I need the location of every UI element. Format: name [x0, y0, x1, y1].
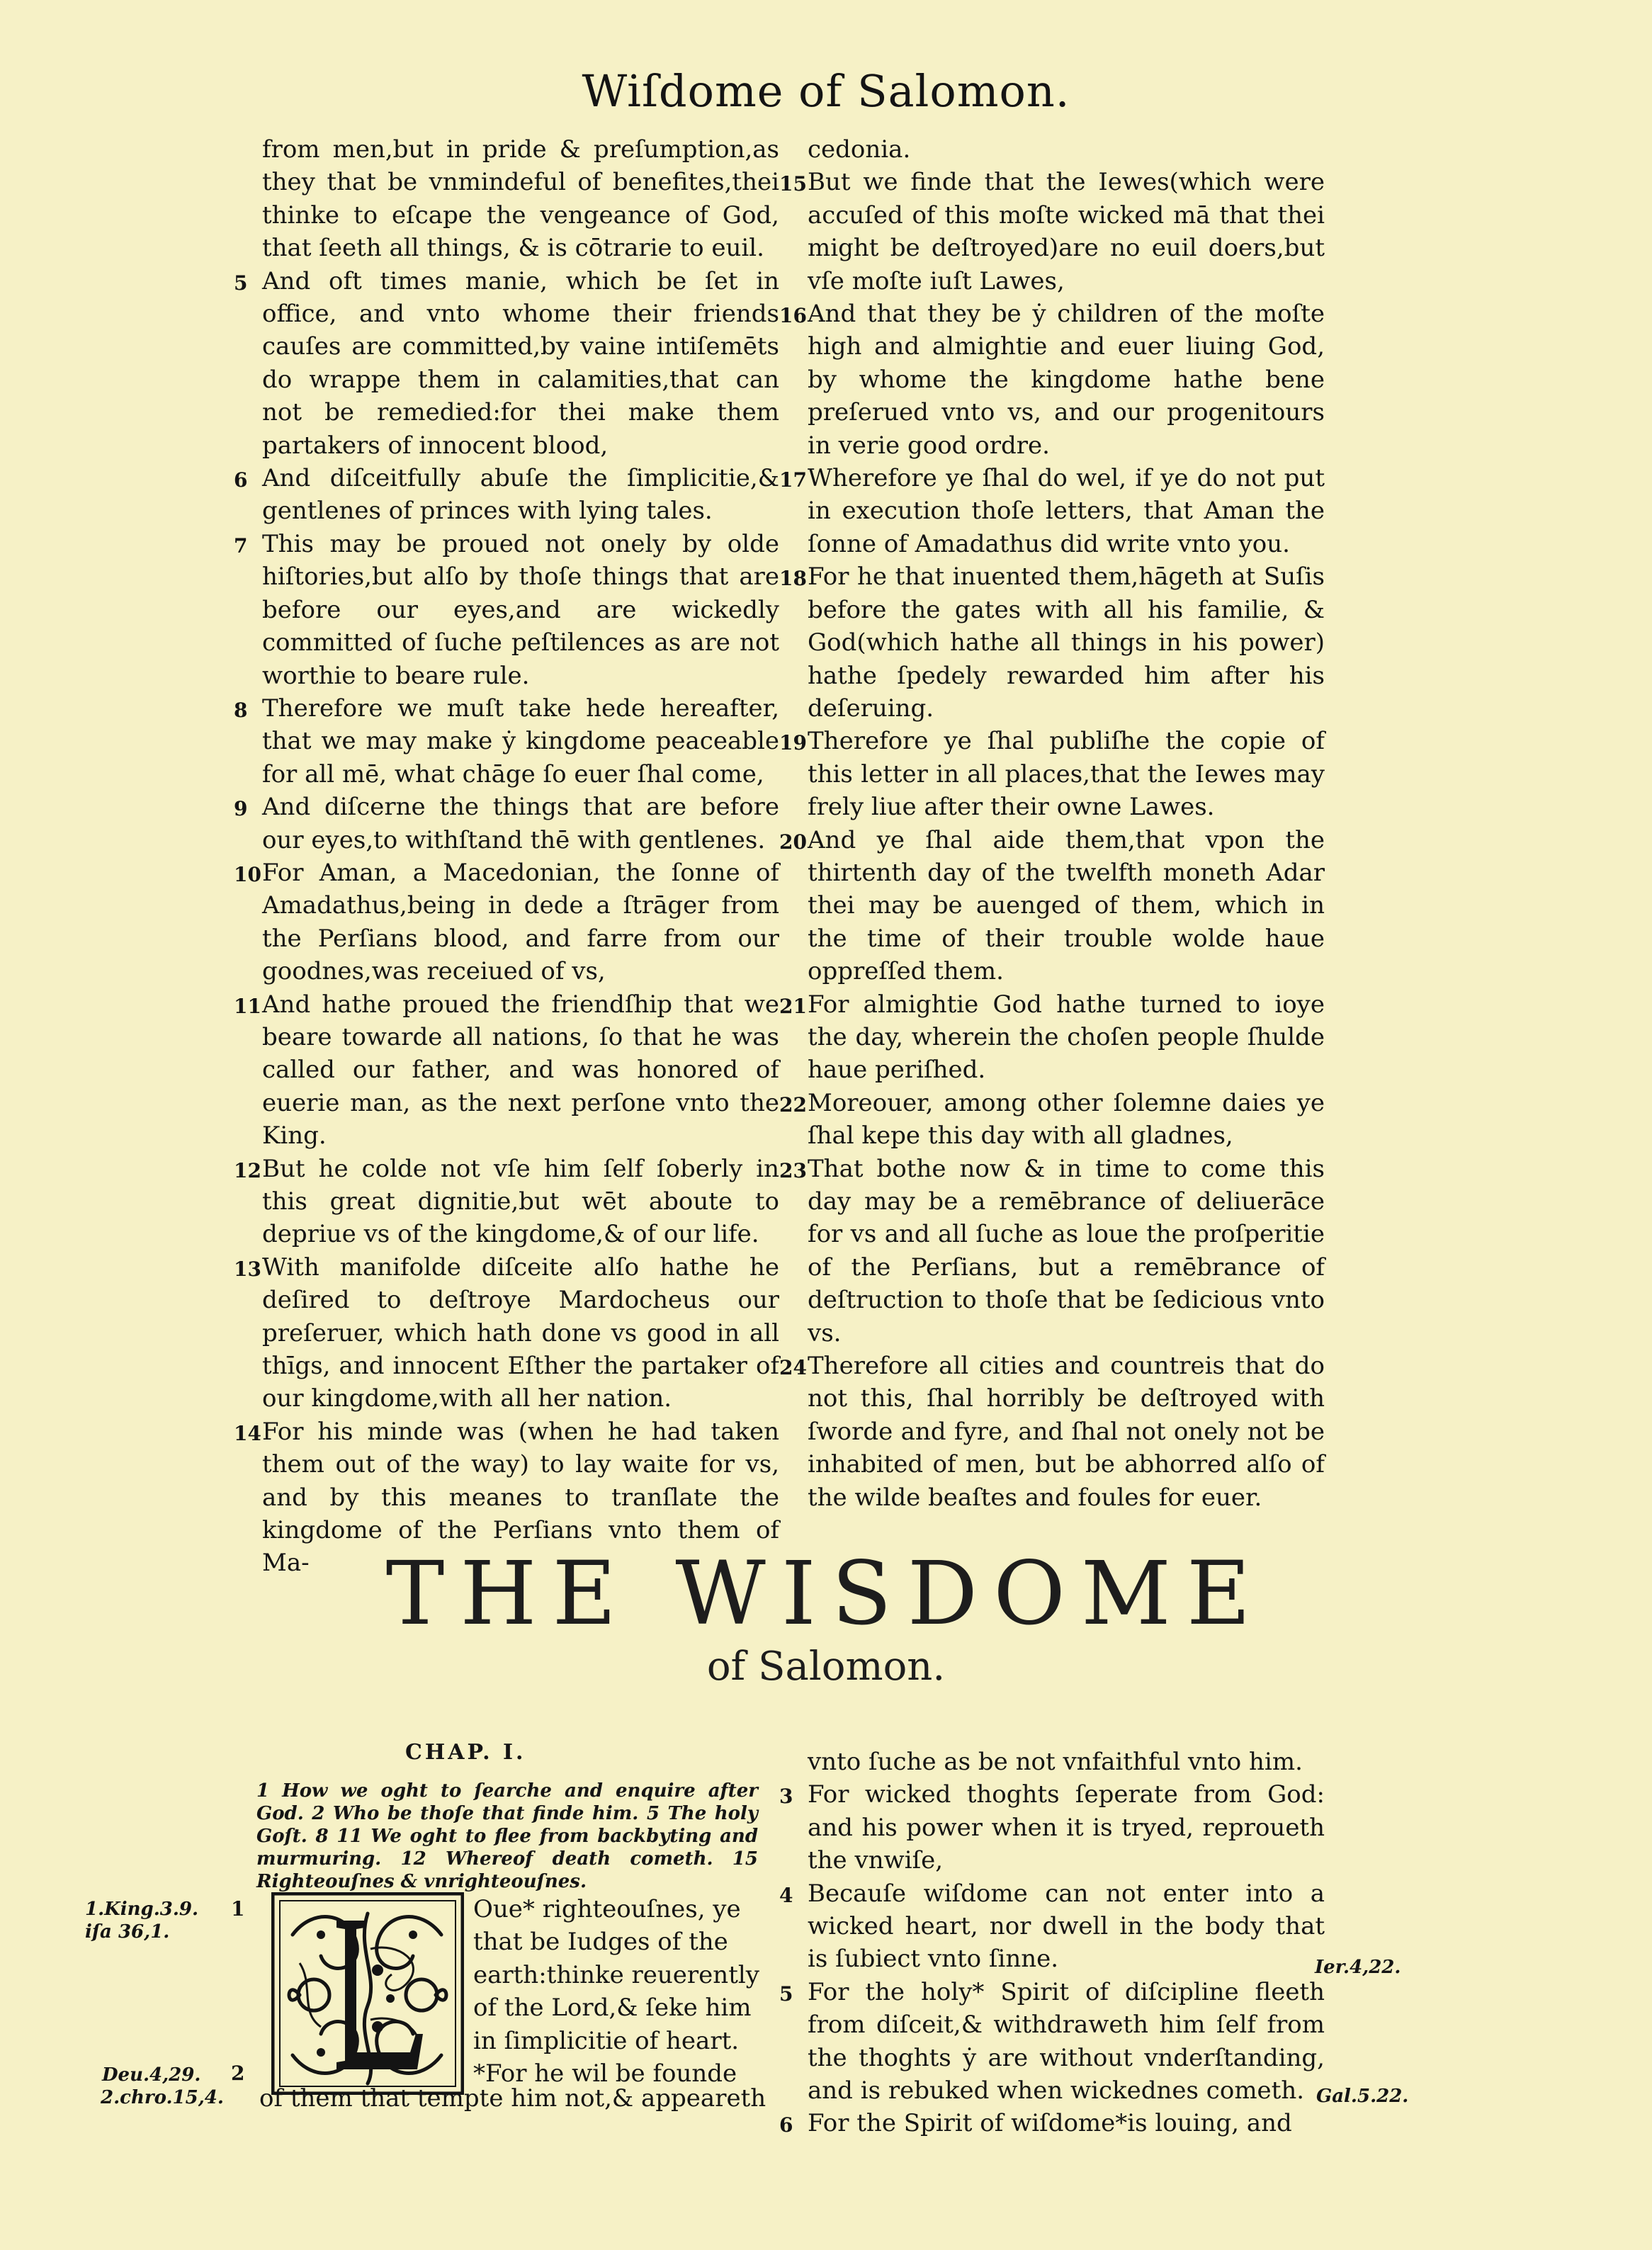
- verse-text: And diſcerne the things that are before our eyes,to withſtand thē with gentlenes.: [262, 793, 779, 854]
- verse-number: 11: [234, 994, 261, 1018]
- verse-text: That bothe now & in time to come this day may be a remēbrance of deliuerāce for vs and all ſuche as loue the proſperitie of the Perſians, but a remēbrance of deſtruction to thoſe that be ſedicious vnto vs.: [808, 1154, 1325, 1347]
- verse-1-line: that be Iudges of the: [473, 1928, 728, 1957]
- verse-text: Therefore ye ſhal publiſhe the copie of this letter in all places,that the Iewes may frely liue after their owne Lawes.: [808, 727, 1325, 822]
- verse-1-line: of the Lord,& ſeke him: [473, 1994, 752, 2023]
- verse: [234, 791, 779, 857]
- verse-text: And ye ſhal aide them,that vpon the thirtenth day of the twelfth moneth Adar thei may be auenged of them, which in the time of their trouble wolde haue oppreſſed them.: [808, 825, 1325, 986]
- verse-text: cedonia.: [808, 135, 911, 164]
- margin-note-ier: Ier.4,22.: [1315, 1957, 1401, 1978]
- verse: [234, 857, 779, 988]
- verse-number-1: 1: [231, 1897, 245, 1921]
- decorated-initial-letter: [271, 1892, 464, 2095]
- verse-number: 6: [234, 468, 248, 492]
- verse: [234, 528, 779, 692]
- verse: [234, 133, 779, 265]
- verse: [779, 988, 1325, 1087]
- chapter-label: CHAP. I.: [405, 1740, 526, 1765]
- verse-text: For his minde was (when he had taken them out of the way) to lay waite for vs, and by this meanes to tranſlate the kingdome of the Perſians vnto them of Ma-: [262, 1417, 779, 1578]
- verse-text: And hathe proued the friendſhip that we beare towarde all nations, ſo that he was called our father, and was honored of euerie man, as the next perſone vnto the King.: [262, 990, 779, 1151]
- verse-number: 5: [779, 1982, 793, 2006]
- verse-number: 20: [779, 830, 807, 854]
- verse: [779, 1778, 1325, 1877]
- verse-text: For wicked thoghts ſeperate from God: and his power when it is tryed, reproueth the vnwiſe,: [808, 1780, 1325, 1875]
- verse-text: But he colde not vſe him ſelf ſoberly in this great dignitie,but wēt aboute to depriue vs of the kingdome,& of our life.: [262, 1154, 779, 1249]
- margin-note-isa: iſa 36,1.: [85, 1921, 170, 1943]
- verse-1-line: earth:thinke reuerently: [473, 1960, 759, 1989]
- verse-text: For the holy* Spirit of diſcipline fleeth from diſceit,& withdraweth him ſelf from the thoghts ẏ are without vnderſtanding, and is rebuked when wickednes cometh.: [808, 1977, 1325, 2105]
- verse-1-line: in ſimplicitie of heart.: [473, 2026, 740, 2055]
- verse: [779, 1087, 1325, 1153]
- verse-number: 18: [779, 567, 807, 591]
- verse: [234, 462, 779, 528]
- verse-text: Becauſe wiſdome can not enter into a wicked heart, nor dwell in the body that is ſubiect vnto ſinne.: [808, 1879, 1325, 1974]
- verse: [779, 1976, 1325, 2108]
- verse: [234, 692, 779, 791]
- verse-1-text: [473, 1893, 765, 2090]
- verse-text: And diſceitfully abuſe the ſimplicitie,& gentlenes of princes with lying tales.: [262, 464, 779, 526]
- verse-text: This may be proued not onely by olde hiſtories,but alſo by thoſe things that are before our eyes,and are wickedly committed of ſuche peſtilences as are not worthie to beare rule.: [262, 529, 779, 690]
- verse-number: 3: [779, 1785, 793, 1809]
- verse-number: 9: [234, 797, 248, 821]
- verse-number: 17: [779, 468, 807, 492]
- verse-number: 7: [234, 533, 248, 558]
- verse: [779, 824, 1325, 988]
- verse-number: 22: [779, 1092, 807, 1116]
- verse: [779, 1153, 1325, 1350]
- margin-note-chron: 2.chro.15,4.: [101, 2087, 224, 2108]
- verse-text: For he that inuented them,hāgeth at Suſis before the gates with all his familie, & God(which hathe all things in his power) hathe ſpedely rewarded him after his deſeruing.: [808, 562, 1325, 723]
- verse-text: With manifolde diſceite alſo hathe he deſired to deſtroye Mardocheus our preſeruer, which hath done vs good in all thīgs, and innocent Eſther the partaker of our kingdome,with all her nation.: [262, 1253, 779, 1413]
- verse: [779, 1877, 1325, 1976]
- verse-number: 4: [779, 1883, 793, 1907]
- verse-number: 14: [234, 1421, 261, 1445]
- verse-number: 19: [779, 731, 807, 755]
- verse: [234, 1153, 779, 1251]
- verse-text: And that they be ẏ children of the moſte high and almightie and euer liuing God, by whome the kingdome hathe bene preſerued vnto vs, and our progenitours in verie good ordre.: [808, 300, 1325, 460]
- verse-text: For the Spirit of wiſdome*is louing, and: [808, 2109, 1292, 2138]
- verse: [779, 1350, 1325, 1514]
- margin-note-deut: Deu.4,29.: [102, 2064, 201, 2086]
- verse: [779, 133, 1325, 166]
- verse-number: 21: [779, 994, 807, 1018]
- book-title: THE WISDOME: [385, 1543, 1267, 1645]
- verse-number: 10: [234, 862, 261, 886]
- verse-number: 5: [234, 271, 248, 295]
- verse-number: 13: [234, 1257, 261, 1281]
- verse: [234, 1251, 779, 1415]
- verse: [779, 560, 1325, 725]
- verse: [779, 725, 1325, 823]
- verse-number: 6: [779, 2113, 793, 2137]
- verse-number: 23: [779, 1158, 807, 1182]
- verse-text: Moreouer, among other ſolemne daies ye ſhal kepe this day with all gladnes,: [808, 1088, 1325, 1151]
- verse-text: Therefore all cities and countreis that do not this, ſhal horribly be deſtroyed with ſworde and fyre, and ſhal not onely not be inhabited of men, but be abhorred alſo of the wilde beaſtes and foules for euer.: [808, 1352, 1325, 1512]
- verse-number: 24: [779, 1356, 807, 1380]
- right-column-top: [779, 133, 1325, 1514]
- margin-note-gal: Gal.5.22.: [1316, 2086, 1409, 2107]
- verse-text: For almightie God hathe turned to ioye the day, wherein the choſen people ſhulde haue periſhed.: [808, 990, 1325, 1085]
- verse-text: vnto ſuche as be not vnfaithful vnto him.: [808, 1748, 1303, 1776]
- verse: [779, 2107, 1325, 2139]
- margin-note-kings: 1.King.3.9.: [85, 1899, 199, 1920]
- verse: [234, 988, 779, 1153]
- verse-1-line: Oue* righteouſnes, ye: [473, 1895, 741, 1923]
- book-subtitle: of Salomon.: [706, 1644, 946, 1690]
- verse: [234, 265, 779, 462]
- verse: [779, 1746, 1325, 1778]
- chapter-summary: 1 How we oght to ſearche and enquire after God. 2 Who be thoſe that finde him. 5 The holy Goſt. 8 11 We oght to flee from backbyting and murmuring. 12 Whereof death cometh. 15 Righteouſnes & vnrighteouſnes.: [256, 1780, 758, 1892]
- verse-number: 12: [234, 1158, 261, 1182]
- verse-text: Therefore we muſt take hede hereafter, that we may make ẏ kingdome peaceable for all mē, what chāge ſo euer ſhal come,: [262, 694, 779, 788]
- running-head: Wiſdome of Salomon.: [582, 65, 1070, 117]
- verse-number-2: 2: [231, 2062, 245, 2085]
- verse-number: 16: [779, 304, 807, 328]
- verse-number: 8: [234, 698, 248, 722]
- verse: [779, 166, 1325, 298]
- verse-2-first-line: *For he wil be founde: [473, 2059, 737, 2088]
- verse-text: from men,but in pride & preſumption,as they that be vnmindeful of benefites,thei thinke to eſcape the vengeance of God, that ſeeth all things, & is cōtrarie to euil.: [262, 135, 779, 263]
- verse: [779, 298, 1325, 462]
- verse-text: Wherefore ye ſhal do wel, if ye do not put in execution thoſe letters, that Aman the ſonne of Amadathus did write vnto you.: [808, 464, 1325, 558]
- verse-text: And oft times manie, which be ſet in office, and vnto whome their friends cauſes are committed,by vaine intiſemēts do wrappe them in calamities,that can not be remedied:for thei make them partakers of innocent blood,: [262, 266, 779, 460]
- left-column-top: [234, 133, 779, 1580]
- verse-text: But we finde that the Iewes(which were accuſed of this moſte wicked mā that thei might be deſtroyed)are no euil doers,but vſe moſte iuſt Lawes,: [808, 168, 1325, 295]
- verse-text: For Aman, a Macedonian, the ſonne of Amadathus,being in dede a ſtrāger from the Perſians blood, and farre from our goodnes,was receiued of vs,: [262, 858, 779, 986]
- verse-2-last-line: of them that tempte him not,& appeareth: [259, 2084, 766, 2113]
- verse: [779, 462, 1325, 560]
- verse-number: 15: [779, 172, 807, 196]
- right-column-bottom: [779, 1746, 1325, 2140]
